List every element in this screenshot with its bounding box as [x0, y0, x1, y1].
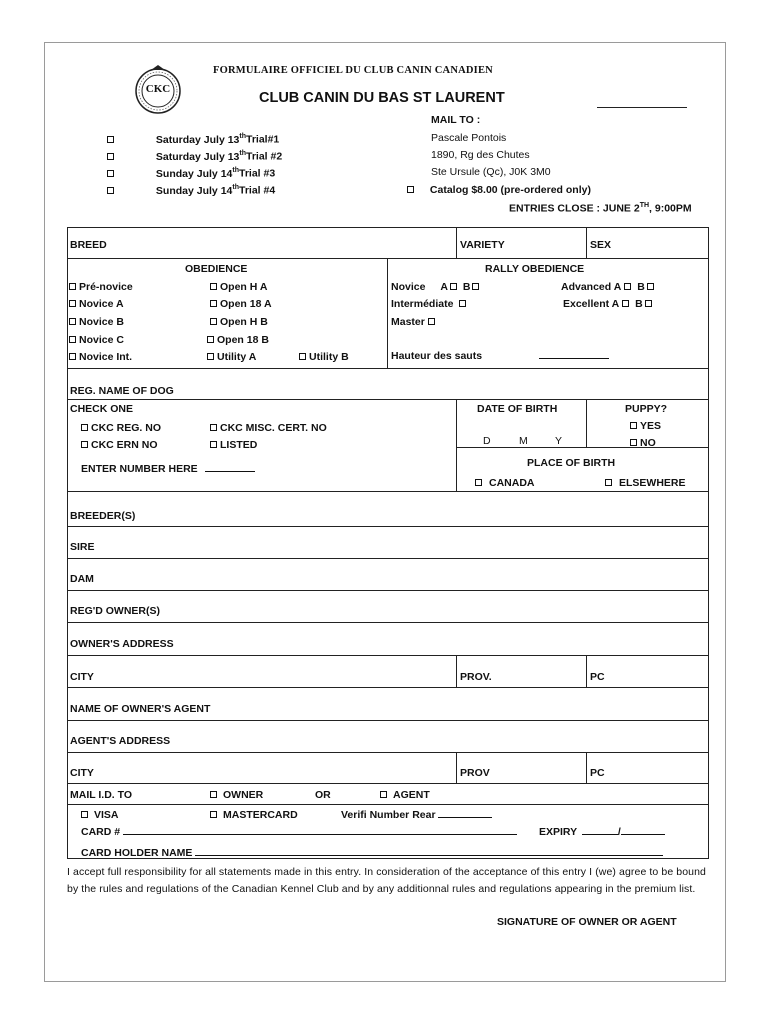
- pc-field[interactable]: PC: [590, 671, 605, 683]
- catalog-option[interactable]: [407, 184, 591, 196]
- label: Excellent A: [563, 298, 620, 310]
- trial-option-1[interactable]: [107, 133, 279, 146]
- label: CKC MISC. CERT. NO: [220, 422, 327, 434]
- label: Master: [391, 316, 425, 328]
- rally-title: RALLY OBEDIENCE: [485, 263, 585, 275]
- label: VISA: [94, 809, 119, 821]
- label: CKC ERN NO: [91, 439, 158, 451]
- sire-field[interactable]: SIRE: [70, 541, 95, 553]
- obedience-title: OBEDIENCE: [185, 263, 248, 275]
- label: LISTED: [220, 439, 258, 451]
- card-holder[interactable]: [81, 847, 663, 859]
- label: Utility A: [217, 351, 257, 363]
- date-of-birth: DATE OF BIRTH: [477, 403, 558, 415]
- entries-close-label: ENTRIES CLOSE : JUNE 2: [509, 202, 640, 215]
- mail-to-city: Ste Ursule (Qc), J0K 3M0: [431, 166, 551, 178]
- birth-elsewhere[interactable]: [605, 477, 686, 489]
- label: Hauteur des sauts: [391, 350, 483, 362]
- card-number[interactable]: [81, 826, 517, 838]
- label: Open 18 B: [217, 334, 269, 346]
- label: Novice: [391, 281, 426, 293]
- dam-field[interactable]: DAM: [70, 573, 94, 585]
- trial-2-checkbox[interactable]: [107, 153, 114, 160]
- pc2-field[interactable]: PC: [590, 767, 605, 779]
- header-blank-line[interactable]: [597, 107, 687, 108]
- listed-option[interactable]: [210, 439, 257, 451]
- label: CKC REG. NO: [91, 422, 162, 434]
- trial-3-sup: th: [232, 167, 239, 174]
- rally-novice[interactable]: [391, 281, 482, 293]
- trial-1-date: Saturday July 13: [155, 133, 240, 146]
- label: CANADA: [489, 477, 535, 489]
- city-field[interactable]: CITY: [70, 671, 94, 683]
- obedience-novice-b[interactable]: [69, 316, 124, 328]
- mail-to-title: MAIL TO :: [431, 114, 481, 126]
- breed-label: BREED: [70, 239, 107, 251]
- prov2-field[interactable]: PROV: [460, 767, 490, 779]
- obedience-open-18-b[interactable]: [207, 334, 269, 346]
- trial-1-sup: th: [239, 133, 246, 140]
- label: B: [637, 281, 645, 293]
- label: Advanced A: [561, 281, 622, 293]
- obedience-novice-c[interactable]: [69, 334, 124, 346]
- puppy-label: PUPPY?: [625, 403, 668, 415]
- club-name: CLUB CANIN DU BAS ST LAURENT: [259, 90, 505, 106]
- dob-m[interactable]: M: [519, 435, 528, 447]
- entries-close-time: , 9:00PM: [649, 202, 692, 215]
- variety-label: VARIETY: [460, 239, 505, 251]
- label: Intermédiate: [391, 298, 454, 310]
- trial-option-3[interactable]: [107, 167, 275, 180]
- obedience-open-18-a[interactable]: [210, 298, 272, 310]
- label: Open H B: [220, 316, 268, 328]
- label: CARD HOLDER NAME: [81, 847, 193, 859]
- obedience-novice-int[interactable]: [69, 351, 132, 363]
- label: MASTERCARD: [223, 809, 298, 821]
- label: Novice B: [79, 316, 124, 328]
- rally-intermediate[interactable]: [391, 298, 469, 310]
- trial-1-suffix: Trial#1: [246, 133, 280, 146]
- obedience-open-h-a[interactable]: [210, 281, 267, 293]
- trial-3-date: Sunday July 14: [155, 167, 233, 180]
- rally-excellent[interactable]: [563, 298, 655, 310]
- entries-close: [509, 202, 692, 215]
- label: ENTER NUMBER HERE: [81, 463, 198, 475]
- label: Novice Int.: [79, 351, 133, 363]
- owners-field[interactable]: REG'D OWNER(S): [70, 605, 160, 617]
- trial-4-suffix: Trial #4: [238, 184, 276, 197]
- form-title: FORMULAIRE OFFICIEL DU CLUB CANIN CANADIEN: [213, 65, 493, 76]
- label: Pré-novice: [79, 281, 133, 293]
- reg-name-of-dog: REG. NAME OF DOG: [70, 385, 174, 397]
- label: ELSEWHERE: [619, 477, 686, 489]
- obedience-utility-a[interactable]: [207, 351, 256, 363]
- trial-3-checkbox[interactable]: [107, 170, 114, 177]
- trial-4-checkbox[interactable]: [107, 187, 114, 194]
- agent-address-field[interactable]: AGENT'S ADDRESS: [70, 735, 171, 747]
- ckc-logo: [133, 65, 183, 115]
- place-of-birth: PLACE OF BIRTH: [527, 457, 616, 469]
- catalog-label: Catalog $8.00 (pre-ordered only): [429, 184, 591, 196]
- sex-label: SEX: [590, 239, 612, 251]
- mail-id-agent[interactable]: [380, 789, 430, 801]
- mail-id-owner[interactable]: [210, 789, 263, 801]
- trial-3-suffix: Trial #3: [238, 167, 276, 180]
- obedience-open-h-b[interactable]: [210, 316, 268, 328]
- obedience-pre-novice[interactable]: [69, 281, 133, 293]
- responsibility-statement: I accept full responsibility for all statements made in this entry. In consideration of the acceptance of this entry I (we) agree to be bound by the rules and regulations of the Canadian Kennel Club and by any additionnal rules and regulations appearing in the premium list.: [67, 866, 706, 895]
- entries-close-sup: TH: [639, 202, 650, 209]
- label: Utility B: [309, 351, 349, 363]
- label: B: [462, 281, 471, 293]
- verif-number[interactable]: [341, 809, 492, 821]
- logo-text: CKC: [145, 83, 171, 95]
- label: OWNER: [223, 789, 264, 801]
- ckc-ern-option[interactable]: [81, 439, 158, 451]
- obedience-utility-b[interactable]: [299, 351, 349, 363]
- dob-d[interactable]: D: [483, 435, 491, 447]
- signature-label[interactable]: SIGNATURE OF OWNER OR AGENT: [497, 916, 677, 928]
- mail-id-or: OR: [315, 789, 331, 801]
- prov-field[interactable]: PROV.: [460, 671, 492, 683]
- trial-option-4[interactable]: [107, 184, 275, 197]
- form-table: [67, 227, 709, 859]
- entry-form-page: [44, 42, 726, 982]
- obedience-novice-a[interactable]: [69, 298, 124, 310]
- trial-2-date: Saturday July 13: [155, 150, 240, 163]
- breeders-field[interactable]: BREEDER(S): [70, 510, 136, 522]
- trial-2-suffix: Trial #2: [246, 150, 283, 163]
- jump-height[interactable]: [391, 350, 609, 362]
- card-expiry[interactable]: EXPIRY /: [539, 826, 665, 838]
- label: EXPIRY: [539, 826, 577, 838]
- label: Open H A: [220, 281, 268, 293]
- ckc-misc-option[interactable]: [210, 422, 327, 434]
- mail-to-name: Pascale Pontois: [431, 132, 507, 144]
- puppy-yes[interactable]: [630, 420, 661, 432]
- ckc-reg-option[interactable]: [81, 422, 161, 434]
- trial-4-date: Sunday July 14: [155, 184, 233, 197]
- label: Verifi Number Rear: [341, 809, 436, 821]
- agent-name-field[interactable]: NAME OF OWNER'S AGENT: [70, 703, 211, 715]
- trial-4-sup: th: [232, 184, 239, 191]
- trial-option-2[interactable]: [107, 150, 282, 163]
- dob-y[interactable]: Y: [555, 435, 563, 447]
- mastercard-option[interactable]: [210, 809, 298, 821]
- label: Novice C: [79, 334, 124, 346]
- enter-number[interactable]: [81, 463, 255, 475]
- label: Open 18 A: [220, 298, 272, 310]
- label: YES: [640, 420, 662, 432]
- rally-master[interactable]: [391, 316, 438, 328]
- catalog-checkbox[interactable]: [407, 186, 414, 193]
- label: AGENT: [393, 789, 430, 801]
- trial-1-checkbox[interactable]: [107, 136, 114, 143]
- label: B: [635, 298, 643, 310]
- visa-option[interactable]: [81, 809, 119, 821]
- label: CARD #: [81, 826, 121, 838]
- city2-field[interactable]: CITY: [70, 767, 94, 779]
- rally-advanced[interactable]: [561, 281, 657, 293]
- mail-id-label: MAIL I.D. TO: [70, 789, 133, 801]
- owner-address-field[interactable]: OWNER'S ADDRESS: [70, 638, 174, 650]
- birth-canada[interactable]: [475, 477, 535, 489]
- mail-to-street: 1890, Rg des Chutes: [431, 149, 530, 161]
- label: Novice A: [79, 298, 124, 310]
- trial-2-sup: th: [239, 150, 246, 157]
- label: NO: [640, 437, 656, 449]
- label: A: [440, 281, 448, 293]
- check-one: CHECK ONE: [70, 403, 134, 415]
